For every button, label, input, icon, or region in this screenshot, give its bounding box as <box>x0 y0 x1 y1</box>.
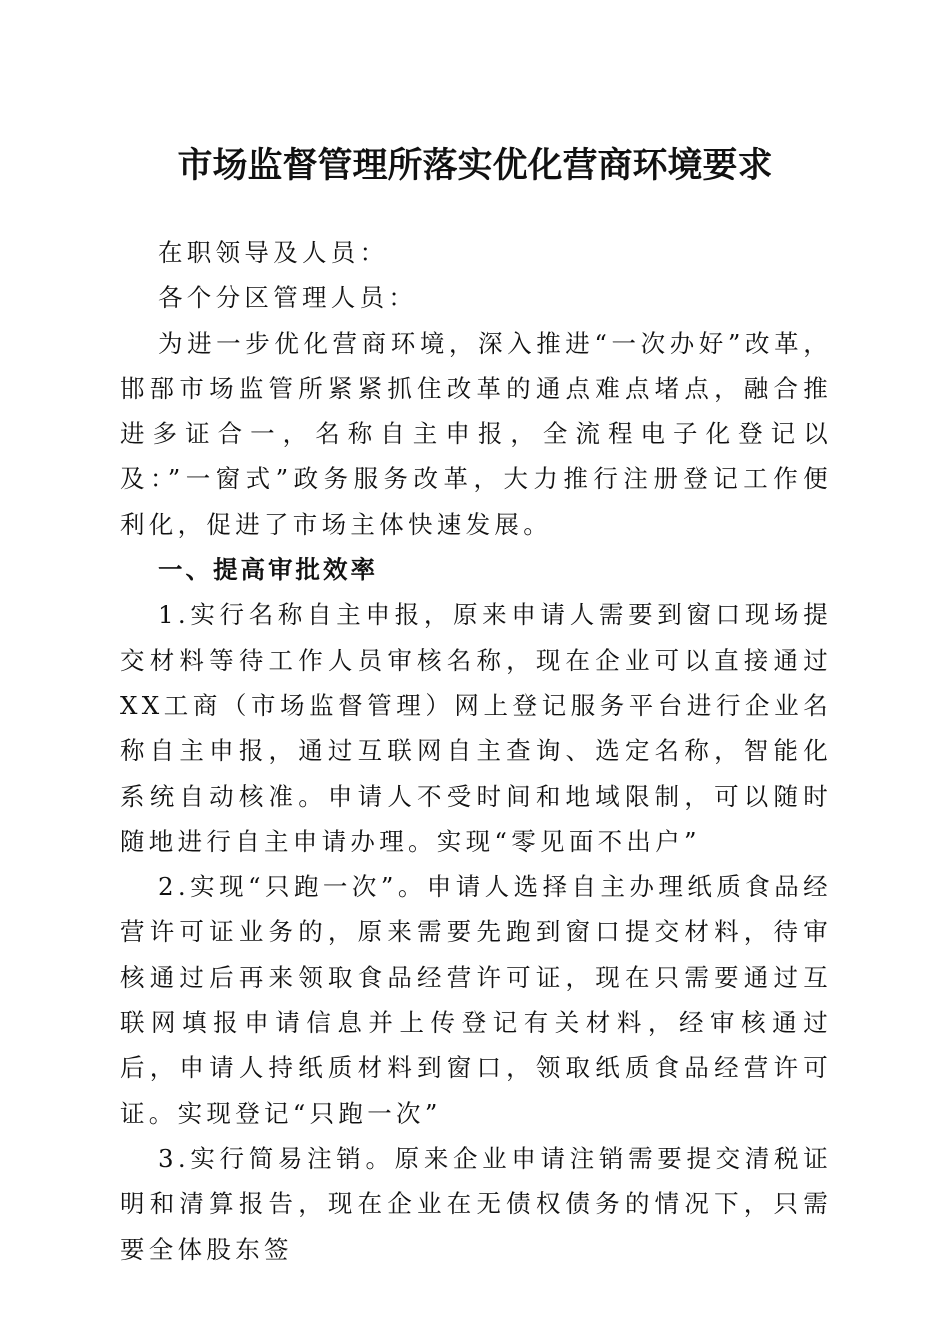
document-title: 市场监督管理所落实优化营商环境要求 <box>177 146 773 186</box>
list-item: 2.实现“只跑一次”。申请人选择自主办理纸质食品经营许可证业务的，原来需要先跑到窗口提交材料，待审核通过后再来领取食品经营许可证，现在只需要通过互联网填报申请信息并上传登记有关材料，经审核通过后，申请人持纸质材料到窗口，领取纸质食品经营许可证。实现登记“只跑一次” <box>120 872 832 1128</box>
list-item: 3.实行简易注销。原来企业申请注销需要提交清税证明和清算报告，现在企业在无债权债务的情况下，只需要全体股东签 <box>120 1143 832 1264</box>
salutation-line: 在职领导及人员： <box>158 238 389 267</box>
salutation-line: 各个分区管理人员： <box>158 283 418 313</box>
section-heading: 一、提高审批效率 <box>158 555 378 585</box>
document-body <box>120 230 832 1272</box>
intro-paragraph: 为进一步优化营商环境，深入推进“一次办好”改革，邯郚市场监管所紧紧抓住改革的通点难点堵点，融合推进多证合一，名称自主申报，全流程电子化登记以及：”一窗式”政务服务改革，大力推行注册登记工作便利化，促进了市场主体快速发展。 <box>120 328 832 539</box>
list-item: 1.实行名称自主申报，原来申请人需要到窗口现场提交材料等待工作人员审核名称，现在企业可以直接通过XX工商（市场监督管理）网上登记服务平台进行企业名称自主申报，通过互联网自主查询、选定名称，智能化系统自动核准。申请人不受时间和地域限制，可以随时随地进行自主申请办理。实现“零见面不出户” <box>120 600 832 856</box>
